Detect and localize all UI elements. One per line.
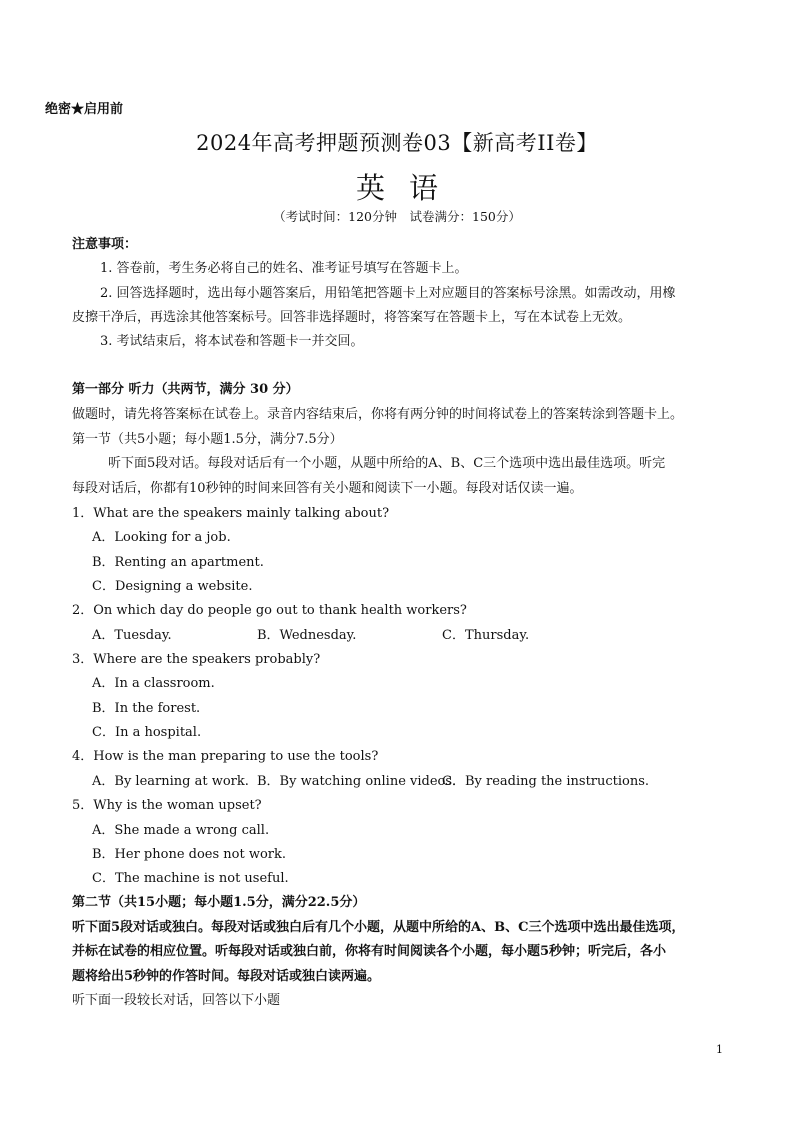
section2-lead: 听下面一段较长对话，回答以下小题 xyxy=(72,993,281,1008)
section2-title: 第二节（共15小题；每小题1.5分，满分22.5分） xyxy=(72,895,366,910)
question-4-stem: 4．How is the man preparing to use the tools? xyxy=(72,749,379,764)
question-3-option-c[interactable]: C．In a hospital. xyxy=(92,725,202,740)
question-5-option-b[interactable]: B．Her phone does not work. xyxy=(92,847,287,862)
question-1-option-a[interactable]: A．Looking for a job. xyxy=(92,530,231,545)
notice-item-3: 3. 考试结束后，将本试卷和答题卡一并交回。 xyxy=(100,334,364,349)
section2-instruction-line-3: 题将给出5秒钟的作答时间。每段对话或独白读两遍。 xyxy=(72,969,381,984)
question-3-option-b[interactable]: B．In the forest. xyxy=(92,701,201,716)
section2-instruction-line-1: 听下面5段对话或独白。每段对话或独白后有几个小题，从题中所给的A、B、C三个选项中选出最佳选项， xyxy=(72,920,685,935)
notice-item-2-line-2: 皮擦干净后，再选涂其他答案标号。回答非选择题时，将答案写在答题卡上，写在本试卷上无效。 xyxy=(72,310,632,325)
notice-title: 注意事项： xyxy=(72,237,138,252)
exam-title: 2024年高考押题预测卷03【新高考II卷】 xyxy=(196,131,598,155)
notice-item-1: 1. 答卷前，考生务必将自己的姓名、准考证号填写在答题卡上。 xyxy=(100,261,468,276)
question-2-option-a[interactable]: A．Tuesday. xyxy=(92,628,172,643)
question-5-option-a[interactable]: A．She made a wrong call. xyxy=(92,823,270,838)
exam-time-info: （考试时间：120分钟 试卷满分：150分） xyxy=(273,209,521,224)
notice-item-2-line-1: 2. 回答选择题时，选出每小题答案后，用铅笔把答题卡上对应题目的答案标号涂黑。如需改动，用橡 xyxy=(100,286,676,301)
section1-instruction-line-2: 每段对话后，你都有10秒钟的时间来回答有关小题和阅读下一小题。每段对话仅读一遍。 xyxy=(72,481,583,496)
question-3-option-a[interactable]: A．In a classroom. xyxy=(92,676,215,691)
question-1-option-c[interactable]: C．Designing a website. xyxy=(92,579,253,594)
secret-label: 绝密★启用前 xyxy=(45,102,124,117)
part1-intro: 做题时，请先将答案标在试卷上。录音内容结束后，你将有两分钟的时间将试卷上的答案转涂到答题卡上。 xyxy=(72,407,684,422)
question-1-option-b[interactable]: B．Renting an apartment. xyxy=(92,555,264,570)
section2-instruction-line-2: 并标在试卷的相应位置。听每段对话或独白前，你将有时间阅读各个小题，每小题5秒钟；听完后，各小 xyxy=(72,944,667,959)
part1-title: 第一部分 听力（共两节，满分 30 分） xyxy=(72,382,299,397)
page-number: 1 xyxy=(716,1043,723,1056)
question-4-option-b[interactable]: B．By watching online videos. xyxy=(257,774,457,789)
question-4-option-c[interactable]: C．By reading the instructions. xyxy=(442,774,650,789)
section1-instruction-line-1: 听下面5段对话。每段对话后有一个小题，从题中所给的A、B、C三个选项中选出最佳选项。听完 xyxy=(108,456,666,471)
question-5-option-c[interactable]: C．The machine is not useful. xyxy=(92,871,289,886)
question-2-option-c[interactable]: C．Thursday. xyxy=(442,628,530,643)
question-2-stem: 2．On which day do people go out to thank health workers? xyxy=(72,603,467,618)
question-2-option-b[interactable]: B．Wednesday. xyxy=(257,628,357,643)
question-1-stem: 1．What are the speakers mainly talking about? xyxy=(72,506,390,521)
section1-title: 第一节（共5小题；每小题1.5分，满分7.5分） xyxy=(72,432,343,447)
question-3-stem: 3．Where are the speakers probably? xyxy=(72,652,321,667)
subject-title: 英语 xyxy=(355,171,462,205)
question-4-option-a[interactable]: A．By learning at work. xyxy=(92,774,249,789)
question-5-stem: 5．Why is the woman upset? xyxy=(72,798,262,813)
